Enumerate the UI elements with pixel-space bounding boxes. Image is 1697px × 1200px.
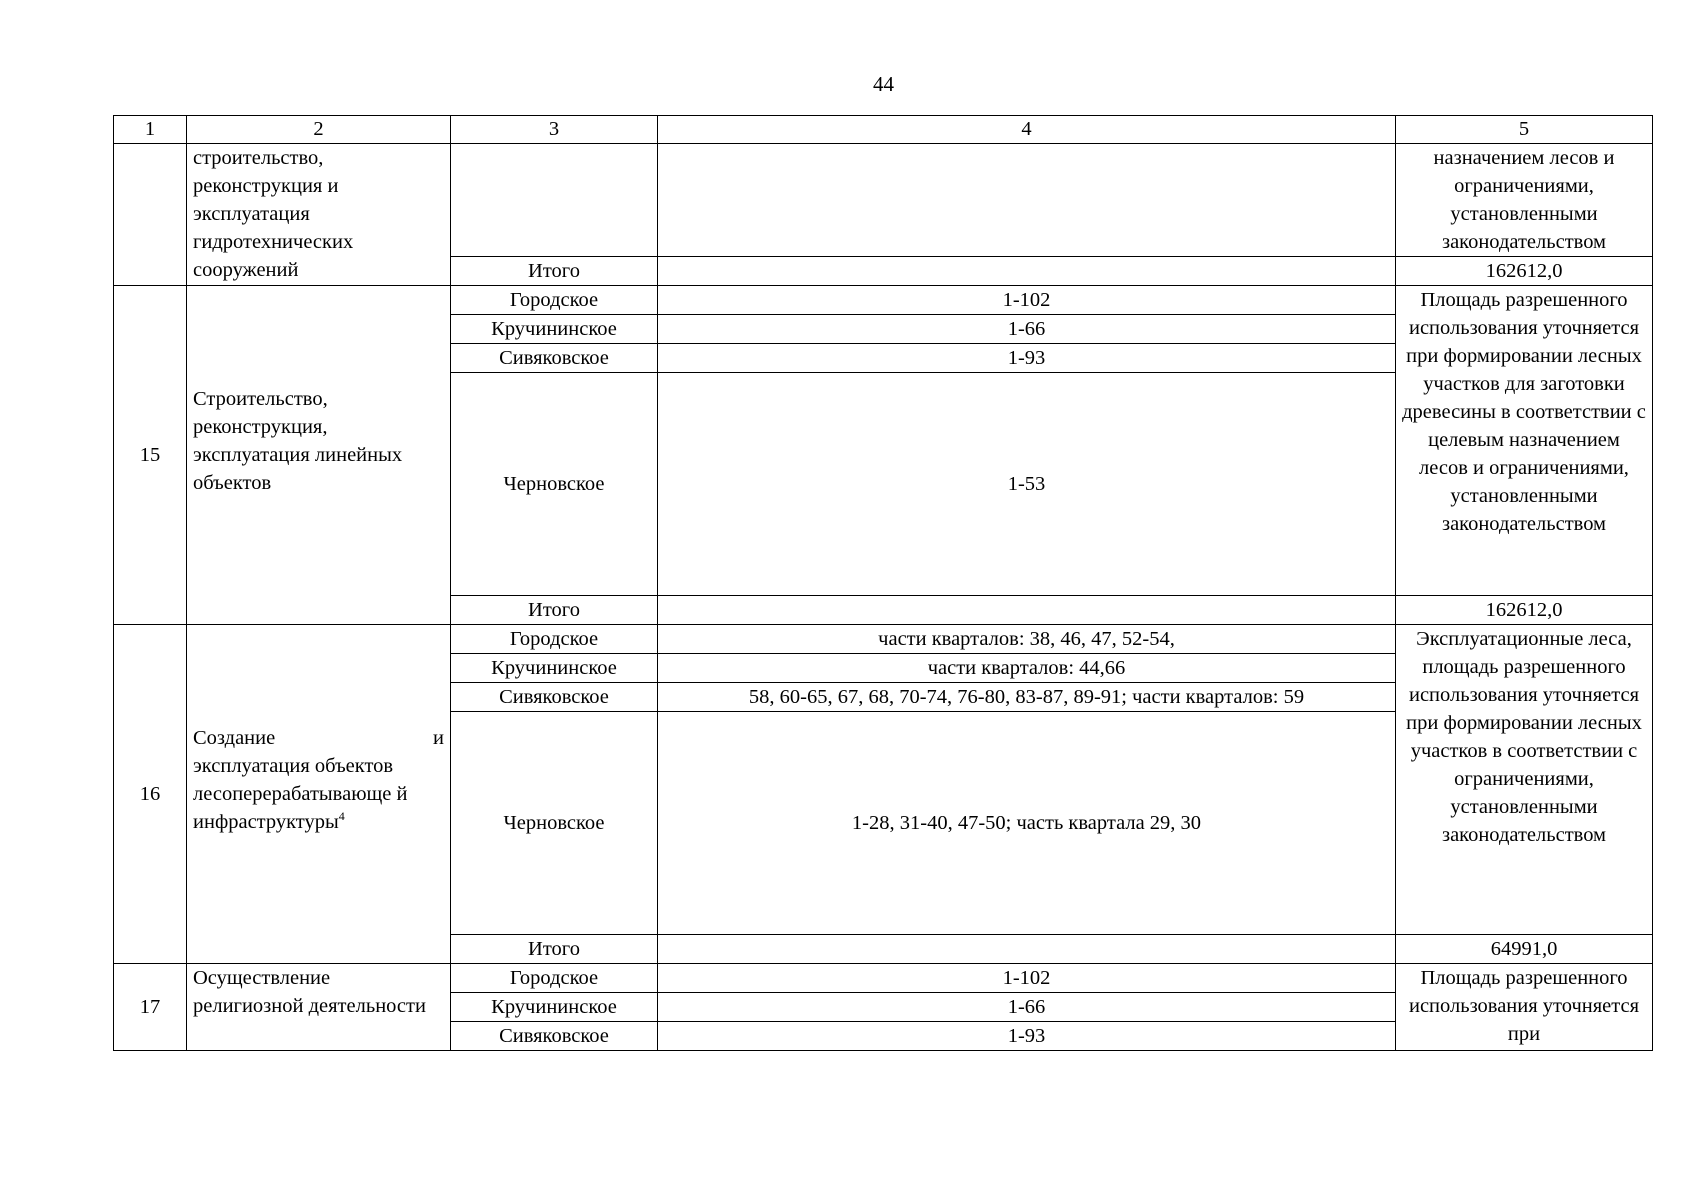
row-number-cell xyxy=(114,144,187,286)
forestry-cell: Сивяковское xyxy=(451,344,658,373)
quarters-cell: 1-53 xyxy=(658,373,1396,596)
use-type-cell: строительство, реконструкция и эксплуатация гидротехнических сооружений xyxy=(187,144,451,286)
quarters-cell: 1-66 xyxy=(658,993,1396,1022)
forestry-cell: Городское xyxy=(451,625,658,654)
total-value: 64991,0 xyxy=(1396,935,1653,964)
quarters-cell xyxy=(658,596,1396,625)
forestry-cell: Черновское xyxy=(451,373,658,596)
quarters-cell: 1-93 xyxy=(658,344,1396,373)
quarters-cell: 58, 60-65, 67, 68, 70-74, 76-80, 83-87, 89-91; части кварталов: 59 xyxy=(658,683,1396,712)
header-cell: 2 xyxy=(187,116,451,144)
quarters-cell xyxy=(658,935,1396,964)
forestry-cell: Городское xyxy=(451,964,658,993)
use-type-word: Создание xyxy=(193,727,276,749)
quarters-cell: 1-102 xyxy=(658,286,1396,315)
use-type-first-line xyxy=(193,724,444,752)
forestry-cell: Кручининское xyxy=(451,654,658,683)
total-label: Итого xyxy=(451,257,658,286)
forestry-cell: Черновское xyxy=(451,712,658,935)
footnote-mark: 4 xyxy=(338,809,345,823)
quarters-cell xyxy=(658,257,1396,286)
row-number-cell: 16 xyxy=(114,625,187,964)
table-row xyxy=(114,144,1653,257)
use-type-text: эксплуатация объектов лесоперерабатывающе й инфраструктуры xyxy=(193,755,408,833)
table-row xyxy=(114,625,1653,654)
land-use-table xyxy=(113,115,1653,1051)
row-number-cell: 15 xyxy=(114,286,187,625)
header-cell: 4 xyxy=(658,116,1396,144)
header-cell: 1 xyxy=(114,116,187,144)
quarters-cell: 1-93 xyxy=(658,1022,1396,1051)
quarters-cell: 1-66 xyxy=(658,315,1396,344)
note-cell: назначением лесов и ограничениями, установленными законодательством xyxy=(1396,144,1653,257)
total-label: Итого xyxy=(451,935,658,964)
use-type-word: и xyxy=(433,727,444,749)
table-row xyxy=(114,286,1653,315)
use-type-cell: Осуществление религиозной деятельности xyxy=(187,964,451,1051)
forestry-cell: Кручининское xyxy=(451,315,658,344)
quarters-cell: 1-28, 31-40, 47-50; часть квартала 29, 30 xyxy=(658,712,1396,935)
forestry-cell: Сивяковское xyxy=(451,1022,658,1051)
note-cell: Площадь разрешенного использования уточняется при xyxy=(1396,964,1653,1051)
forestry-cell: Кручининское xyxy=(451,993,658,1022)
header-cell: 3 xyxy=(451,116,658,144)
use-type-cell xyxy=(187,625,451,964)
use-type-cell: Строительство, реконструкция, эксплуатация линейных объектов xyxy=(187,286,451,625)
quarters-cell: части кварталов: 44,66 xyxy=(658,654,1396,683)
header-row xyxy=(114,116,1653,144)
total-value: 162612,0 xyxy=(1396,596,1653,625)
note-cell: Площадь разрешенного использования уточняется при формировании лесных участков для заготовки древесины в соответствии с целевым назначением лесов и ограничениями, установленными законодательством xyxy=(1396,286,1653,596)
note-cell: Эксплуатационные леса, площадь разрешенного использования уточняется при формировании лесных участков в соответствии с ограничениями, установленными законодательством xyxy=(1396,625,1653,935)
total-label: Итого xyxy=(451,596,658,625)
forestry-cell: Сивяковское xyxy=(451,683,658,712)
forestry-cell: Городское xyxy=(451,286,658,315)
forestry-cell xyxy=(451,144,658,257)
quarters-cell: 1-102 xyxy=(658,964,1396,993)
row-number-cell: 17 xyxy=(114,964,187,1051)
page-number: 44 xyxy=(873,72,894,96)
quarters-cell: части кварталов: 38, 46, 47, 52-54, xyxy=(658,625,1396,654)
table-row xyxy=(114,964,1653,993)
total-value: 162612,0 xyxy=(1396,257,1653,286)
header-cell: 5 xyxy=(1396,116,1653,144)
quarters-cell xyxy=(658,144,1396,257)
